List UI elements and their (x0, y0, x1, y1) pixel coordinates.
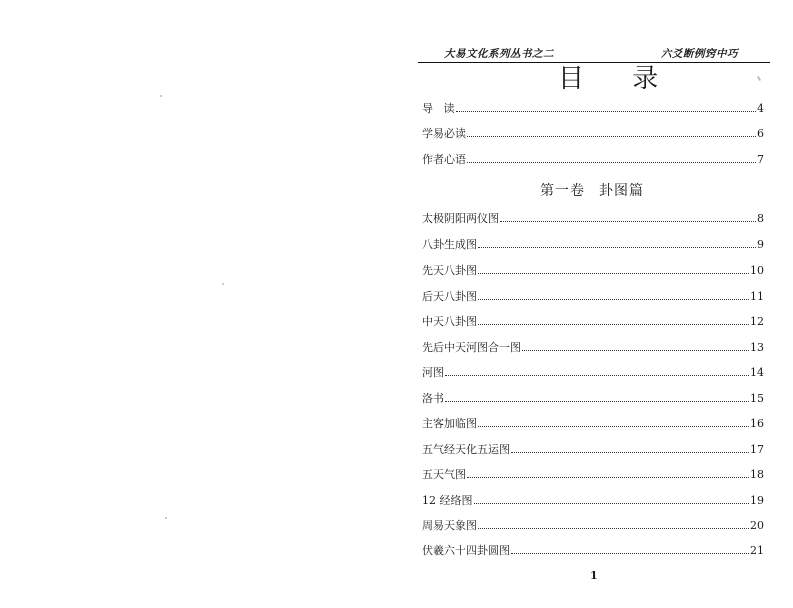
toc-entry-page: 13 (750, 341, 764, 354)
dot-leader (478, 528, 749, 529)
toc-entry-front-2[interactable] (422, 125, 764, 141)
dot-leader (478, 426, 749, 427)
toc-entry-label: 河图 (422, 366, 444, 379)
toc-entry[interactable] (422, 466, 764, 482)
running-header (424, 46, 764, 62)
toc-title: 目 录 (558, 64, 679, 94)
toc-entry-label: 五天气图 (422, 468, 466, 481)
toc-entry-page: 14 (750, 366, 764, 379)
toc-entry-label: 五气经天化五运图 (422, 443, 510, 456)
toc-entry[interactable] (422, 364, 764, 380)
dot-leader (474, 503, 750, 504)
toc-entry-page: 9 (757, 238, 764, 251)
toc-entry-page: 11 (750, 290, 764, 303)
dot-leader (467, 477, 749, 478)
toc-entry-label: 导 读 (422, 102, 455, 115)
toc-entry[interactable] (422, 210, 764, 226)
toc-entry[interactable] (422, 313, 764, 329)
page-number: 1 (590, 569, 598, 582)
toc-entry-label: 12 经络图 (422, 494, 473, 507)
dot-leader (500, 221, 756, 222)
toc-entry-page: 8 (757, 212, 764, 225)
toc-entry-label: 先天八卦图 (422, 264, 477, 277)
toc-entry-front-1[interactable] (422, 100, 764, 116)
toc-entry-label: 洛书 (422, 392, 444, 405)
toc-entry-page: 15 (750, 392, 764, 405)
toc-entry-label: 作者心语 (422, 153, 466, 166)
toc-page (418, 0, 770, 608)
toc-entry-label: 主客加临图 (422, 417, 477, 430)
toc-entry-page: 7 (757, 153, 764, 166)
dot-leader (467, 136, 756, 137)
section-volume: 第一卷 (540, 183, 585, 199)
toc-entry-page: 20 (750, 519, 764, 532)
scan-speck (160, 95, 162, 97)
section-name: 卦图篇 (599, 183, 644, 199)
toc-entry-page: 16 (750, 417, 764, 430)
toc-entry-page: 17 (750, 443, 764, 456)
toc-entry-page: 19 (750, 494, 764, 507)
toc-entry-page: 12 (750, 315, 764, 328)
toc-entry-page: 21 (750, 544, 764, 557)
dot-leader (478, 273, 749, 274)
toc-entry-label: 学易必读 (422, 127, 466, 140)
toc-entry[interactable] (422, 339, 764, 355)
toc-entry-page: 6 (757, 127, 764, 140)
toc-entry[interactable] (422, 542, 764, 558)
toc-entry-label: 中天八卦图 (422, 315, 477, 328)
toc-entry-page: 10 (750, 264, 764, 277)
dot-leader (445, 401, 749, 402)
toc-entry[interactable] (422, 415, 764, 431)
toc-entry-label: 先后中天河图合一图 (422, 341, 521, 354)
toc-entry-label: 伏羲六十四卦圆图 (422, 544, 510, 557)
book-title: 六爻断例窍中巧 (661, 48, 738, 60)
toc-entry[interactable] (422, 236, 764, 252)
toc-entry-page: 18 (750, 468, 764, 481)
dot-leader (478, 324, 749, 325)
toc-entry-label: 后天八卦图 (422, 290, 477, 303)
toc-entry-label: 周易天象图 (422, 519, 477, 532)
toc-entry[interactable] (422, 517, 764, 533)
section-heading (540, 180, 644, 200)
dot-leader (456, 111, 757, 112)
toc-entry[interactable] (422, 288, 764, 304)
toc-entry-label: 八卦生成图 (422, 238, 477, 251)
dot-leader (511, 553, 749, 554)
dot-leader (467, 162, 756, 163)
scan-speck (222, 283, 224, 285)
toc-entry-page: 4 (757, 102, 764, 115)
toc-entry[interactable] (422, 492, 764, 508)
dot-leader (478, 247, 756, 248)
toc-entry[interactable] (422, 262, 764, 278)
toc-entry-front-3[interactable] (422, 151, 764, 167)
dot-leader (511, 452, 749, 453)
scan-speck (165, 517, 167, 519)
dot-leader (522, 350, 749, 351)
toc-entry-label: 太极阴阳两仪图 (422, 212, 499, 225)
scan-speck (757, 76, 761, 81)
dot-leader (478, 299, 749, 300)
toc-entry[interactable] (422, 390, 764, 406)
dot-leader (445, 375, 749, 376)
series-title: 大易文化系列丛书之二 (444, 48, 554, 60)
toc-entry[interactable] (422, 441, 764, 457)
